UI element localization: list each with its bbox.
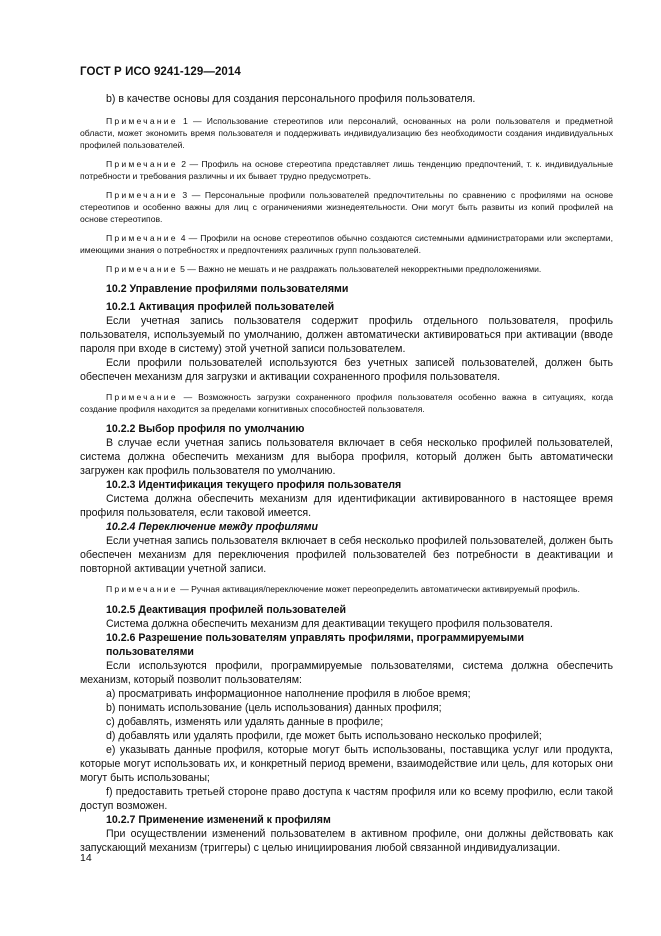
paragraph: Если используются профили, программируемые пользователями, система должна обеспечить механизм, который позволит пользователям: xyxy=(80,660,613,686)
note-2 xyxy=(80,158,613,182)
note-text: 3 — Персональные профили пользователей предпочтительны по сравнению с профилями на основе стереотипов и особенно важны для лиц с ограничениями жизнедеятельности. Они могут быть развиты из копий профилей на основе стереотипов. xyxy=(80,190,613,224)
note-text: 2 — Профиль на основе стереотипа представляет лишь тенденцию предпочтений, т. к. индивидуальные потребности и требования различны и их бывает трудно предусмотреть. xyxy=(80,159,613,181)
section-heading-10-2-6: 10.2.6 Разрешение пользователям управлять профилями, программируемыми пользователями xyxy=(106,632,525,658)
note-text: — Ручная активация/переключение может переопределить автоматически активируемый профиль. xyxy=(177,584,580,594)
section-heading-10-2-2: 10.2.2 Выбор профиля по умолчанию xyxy=(106,423,305,435)
note-label: Примечание xyxy=(106,264,178,274)
section-heading-10-2: 10.2 Управление профилями пользователями xyxy=(106,283,349,295)
paragraph: При осуществлении изменений пользователем в активном профиле, они должны действовать как запускающий механизм (триггеры) с целью инициирования любой связанной индивидуализации. xyxy=(80,828,613,854)
paragraph: Если учетная запись пользователя включает в себя несколько профилей пользователей, должен быть обеспечен механизм для переключения профилей пользователей без потребности в деактивации и повторной активации учетной записи. xyxy=(80,535,614,575)
note-activation xyxy=(80,391,613,415)
page-number: 14 xyxy=(80,852,92,864)
note-label: Примечание xyxy=(106,190,178,200)
list-item-f: f) предоставить третьей стороне право доступа к частям профиля или ко всему профилю, если такой доступ возможен. xyxy=(80,786,613,812)
section-heading-10-2-7: 10.2.7 Применение изменений к профилям xyxy=(106,814,331,826)
note-label: Примечание xyxy=(106,159,178,169)
note-1 xyxy=(80,115,613,151)
note-label: Примечание xyxy=(106,392,178,402)
list-item-b: b) понимать использование (цель использования) данных профиля; xyxy=(106,702,442,714)
document-body xyxy=(80,92,613,855)
section-heading-10-2-3: 10.2.3 Идентификация текущего профиля пользователя xyxy=(106,479,402,491)
paragraph: Если профили пользователей используются без учетных записей пользователей, должен быть обеспечен механизм для загрузки и активации сохраненного профиля пользователя. xyxy=(80,357,613,383)
list-item-c: c) добавлять, изменять или удалять данные в профиле; xyxy=(106,716,384,728)
note-3 xyxy=(80,189,613,225)
note-text: 4 — Профили на основе стереотипов обычно создаются системными администраторами или экспертами, имеющими знания о потребностях и предпочтениях различных групп пользователей. xyxy=(80,233,613,255)
note-label: Примечание xyxy=(106,584,178,594)
note-switching xyxy=(80,583,613,595)
list-item-a: a) просматривать информационное наполнение профиля в любое время; xyxy=(106,688,471,700)
list-item-d: d) добавлять или удалять профили, где может быть использовано несколько профилей; xyxy=(106,730,542,742)
paragraph: Система должна обеспечить механизм для деактивации текущего профиля пользователя. xyxy=(106,618,553,630)
paragraph: Система должна обеспечить механизм для идентификации активированного в настоящее время профиля пользователя, если таковой имеется. xyxy=(80,493,613,519)
note-4 xyxy=(80,232,613,256)
paragraph: В случае если учетная запись пользователя включает в себя несколько профилей пользователей, система должна обеспечить механизм для выбора профиля, который должен быть автоматически загружен как профиль пользователя по умолчанию. xyxy=(80,437,613,477)
note-text: 1 — Использование стереотипов или персоналий, основанных на роли пользователя и предметной области, может экономить время пользователя и поддерживать индивидуализацию без необходимости создания индивидуальных профилей пользователей. xyxy=(80,116,613,150)
note-label: Примечание xyxy=(106,116,178,126)
note-text: 5 — Важно не мешать и не раздражать пользователей некорректными предположениями. xyxy=(177,264,542,274)
section-heading-10-2-1: 10.2.1 Активация профилей пользователей xyxy=(106,301,335,313)
list-item-b: b) в качестве основы для создания персонального профиля пользователя. xyxy=(106,93,476,105)
document-header: ГОСТ Р ИСО 9241-129—2014 xyxy=(80,66,241,78)
section-heading-10-2-4: 10.2.4 Переключение между профилями xyxy=(106,521,318,533)
note-label: Примечание xyxy=(106,233,178,243)
note-5 xyxy=(80,263,613,275)
section-heading-10-2-5: 10.2.5 Деактивация профилей пользователей xyxy=(106,604,346,616)
list-item-e: e) указывать данные профиля, которые могут быть использованы, поставщика услуг или продукта, которые могут использовать их, и конкретный период времени, взаимодействие или цель, для которых они могут быть использованы; xyxy=(80,744,613,784)
note-text: — Возможность загрузки сохраненного профиля пользователя особенно важна в ситуациях, когда создание профиля находится за пределами когнитивных способностей пользователя. xyxy=(80,392,613,414)
paragraph: Если учетная запись пользователя содержит профиль отдельного пользователя, профиль пользователя, используемый по умолчанию, должен автоматически активироваться при активации (вводе пароля при входе в систему) этой учетной записи пользователем. xyxy=(80,315,613,355)
